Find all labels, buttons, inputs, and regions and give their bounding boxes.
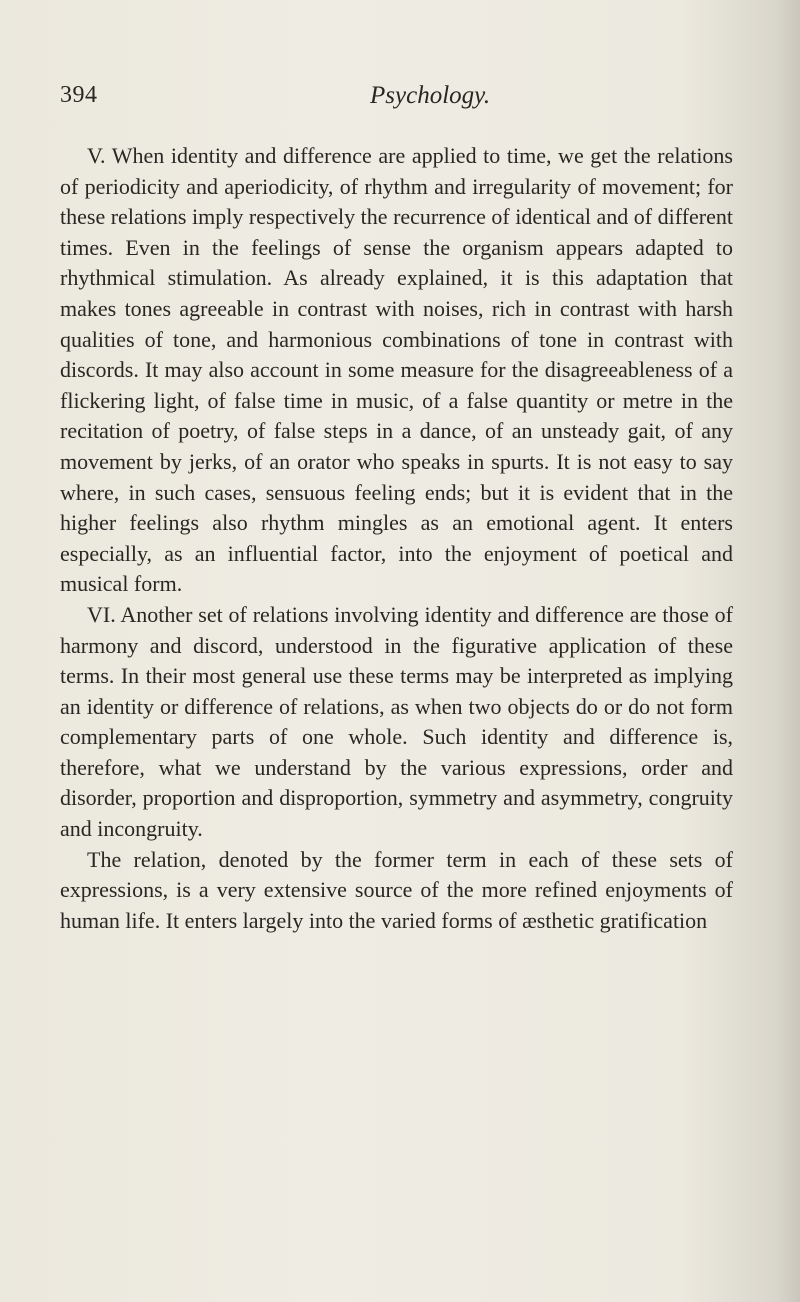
body-text [60,141,733,936]
paragraph-rhythm: V. When identity and difference are applied to time, we get the relations of periodicity and aperiodicity, of rhythm and irregularity of movement; for these relations imply respectively the recurrence of identical and of different times. Even in the feelings of sense the organism appears adapted to rhythmical stimulation. As already explained, it is this adaptation that makes tones agreeable in contrast with noises, rich in contrast with harsh qualities of tone, and harmonious combinations of tone in contrast with discords. It may also account in some measure for the disagreeableness of a flickering light, of false time in music, of a false quantity or metre in the recitation of poetry, of false steps in a dance, of an unsteady gait, of any movement by jerks, of an orator who speaks in spurts. It is not easy to say where, in such cases, sensuous feeling ends; but it is evident that in the higher feelings also rhythm mingles as an emotional agent. It enters especially, as an influential factor, into the enjoyment of poetical and musical form. [60,143,733,597]
running-title: Psychology. [370,82,491,109]
paragraph-harmony: VI. Another set of relations involving identity and difference are those of harmony and discord, understood in the figurative application of these terms. In their most general use these terms may be interpreted as implying an identity or difference of relations, as when two objects do or do not form complementary parts of one whole. Such identity and difference is, therefore, what we understand by the various expressions, order and disorder, proportion and disproportion, symmetry and asymmetry, congruity and incongruity. [60,601,733,842]
page-header [60,82,730,122]
paragraph-aesthetic: The relation, denoted by the former term in each of these sets of expressions, is a very extensive source of the more refined enjoyments of human life. It enters largely into the varied forms of æsthetic gratification [60,846,733,933]
page-number: 394 [60,82,98,108]
